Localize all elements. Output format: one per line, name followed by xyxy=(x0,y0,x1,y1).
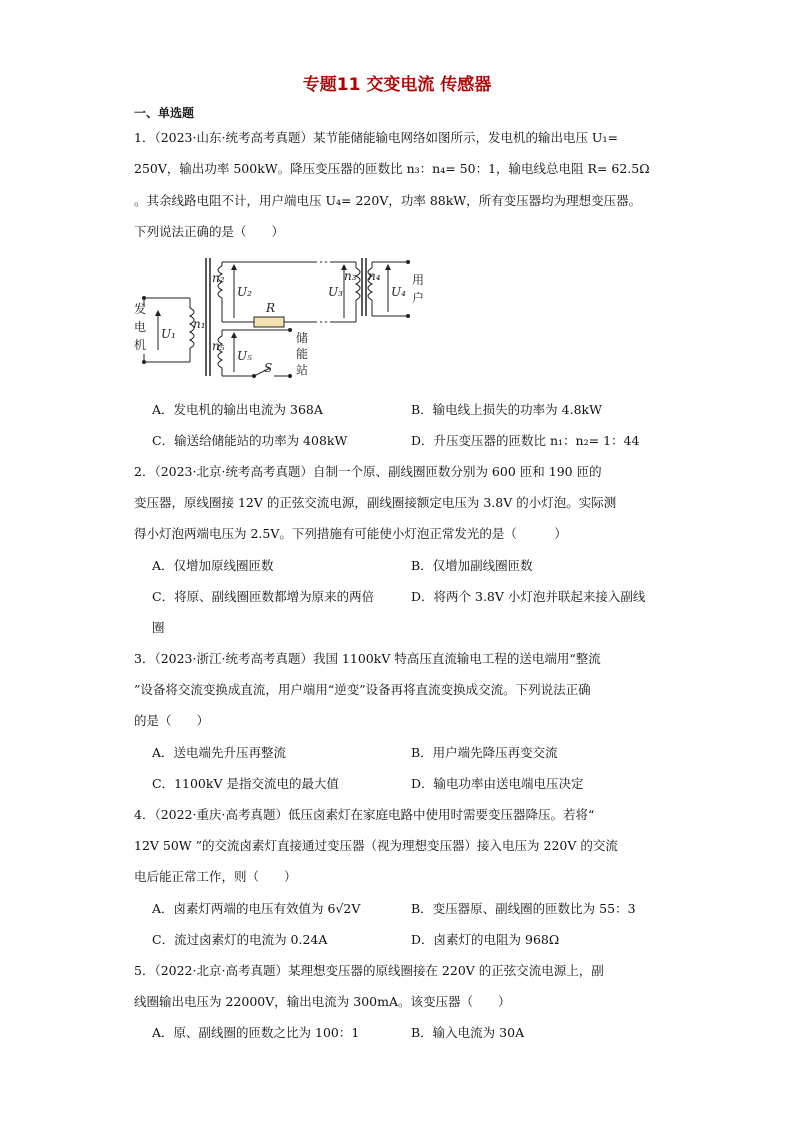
user-label-2: 户 xyxy=(412,291,425,305)
q1-option-c: C．输送给储能站的功率为 408kW xyxy=(152,433,348,448)
q2-line-2: 变压器，原线圈接 12V 的正弦交流电源，副线圈接额定电压为 3.8V 的小灯泡。实际测 xyxy=(134,495,617,510)
q4-option-b: B．变压器原、副线圈的匝数比为 55：3 xyxy=(411,901,636,916)
q4-line-2: 12V 50W ”的交流卤素灯直接通过变压器（视为理想变压器）接入电压为 220V 的交流 xyxy=(134,838,618,853)
q2-option-a: A．仅增加原线圈匝数 xyxy=(152,558,274,573)
circuit-diagram xyxy=(130,250,430,385)
q2-line-3: 得小灯泡两端电压为 2.5V。下列措施有可能使小灯泡正常发光的是（ ） xyxy=(134,526,567,541)
generator-label-2: 电 xyxy=(134,320,147,334)
q3-option-a: A．送电端先升压再整流 xyxy=(152,745,287,760)
label-n3: n₃ xyxy=(344,269,357,283)
label-n4: n₄ xyxy=(368,269,381,283)
q5-option-a: A．原、副线圈的匝数之比为 100：1 xyxy=(152,1025,360,1040)
q4-option-d: D．卤素灯的电阻为 968Ω xyxy=(411,932,560,947)
q3-option-c: C．1100kV 是指交流电的最大值 xyxy=(152,776,339,791)
q1-option-b: B．输电线上损失的功率为 4.8kW xyxy=(411,402,602,417)
q3-line-3: 的是（ ） xyxy=(134,713,210,728)
q3-option-b: B．用户端先降压再变交流 xyxy=(411,745,558,760)
storage-label-1: 储 xyxy=(296,331,309,345)
label-u2: U₂ xyxy=(237,285,252,299)
q3-option-d: D．输电功率由送电端电压决定 xyxy=(411,776,584,791)
label-s: S xyxy=(264,361,273,375)
q1-option-a: A．发电机的输出电流为 368A xyxy=(152,402,323,417)
label-u3: U₃ xyxy=(328,285,343,299)
generator-label-1: 发 xyxy=(134,302,147,316)
q4-line-3: 电后能正常工作，则（ ） xyxy=(134,869,297,884)
q2-option-c: C．将原、副线圈匝数都增为原来的两倍 xyxy=(152,589,375,604)
user-label-1: 用 xyxy=(412,273,425,287)
generator-label-3: 机 xyxy=(134,338,147,352)
label-n5: n₅ xyxy=(212,339,225,353)
q5-line-2: 线圈输出电压为 22000V，输出电流为 300mA。该变压器（ ） xyxy=(134,994,511,1009)
label-n2: n₂ xyxy=(212,271,225,285)
q1-line-1: 1．（2023·山东·统考高考真题）某节能储能输电网络如图所示，发电机的输出电压 U₁= xyxy=(134,130,618,145)
q1-line-4: 下列说法正确的是（ ） xyxy=(134,224,285,239)
label-u5: U₅ xyxy=(237,349,252,363)
q4-line-1: 4．（2022·重庆·高考真题）低压卤素灯在家庭电路中使用时需要变压器降压。若将“ xyxy=(134,807,595,822)
q2-option-b: B．仅增加副线圈匝数 xyxy=(411,558,533,573)
q1-option-d: D．升压变压器的匝数比 n₁：n₂= 1：44 xyxy=(411,433,640,448)
q4-option-a: A．卤素灯两端的电压有效值为 6√2V xyxy=(152,901,361,916)
storage-label-2: 能 xyxy=(296,347,309,361)
q2-option-d: D．将两个 3.8V 小灯泡并联起来接入副线 xyxy=(411,589,646,604)
label-r: R xyxy=(266,301,276,315)
label-u4: U₄ xyxy=(391,285,406,299)
section-heading: 一、单选题 xyxy=(134,106,195,120)
q3-line-2: ”设备将交流变换成直流，用户端用“逆变”设备再将直流变换成交流。下列说法正确 xyxy=(134,682,591,697)
q5-line-1: 5．（2022·北京·高考真题）某理想变压器的原线圈接在 220V 的正弦交流电源上，副 xyxy=(134,963,604,978)
label-u1: U₁ xyxy=(161,327,176,341)
storage-label-3: 站 xyxy=(296,363,309,377)
page-title: 专题11 交变电流 传感器 xyxy=(302,75,492,95)
q5-option-b: B．输入电流为 30A xyxy=(411,1025,525,1040)
q2-option-d-cont: 圈 xyxy=(152,620,165,635)
q1-line-3: 。其余线路电阻不计，用户端电压 U₄= 220V，功率 88kW，所有变压器均为理想变压器。 xyxy=(134,193,642,208)
q2-line-1: 2．（2023·北京·统考高考真题）自制一个原、副线圈匝数分别为 600 匝和 190 匝的 xyxy=(134,464,602,479)
q3-line-1: 3．（2023·浙江·统考高考真题）我国 1100kV 特高压直流输电工程的送电端用“整流 xyxy=(134,651,601,666)
q4-option-c: C．流过卤素灯的电流为 0.24A xyxy=(152,932,328,947)
q1-line-2: 250V，输出功率 500kW。降压变压器的匝数比 n₃：n₄= 50：1，输电线总电阻 R= 62.5Ω xyxy=(134,161,650,176)
label-n1: n₁ xyxy=(193,317,206,331)
